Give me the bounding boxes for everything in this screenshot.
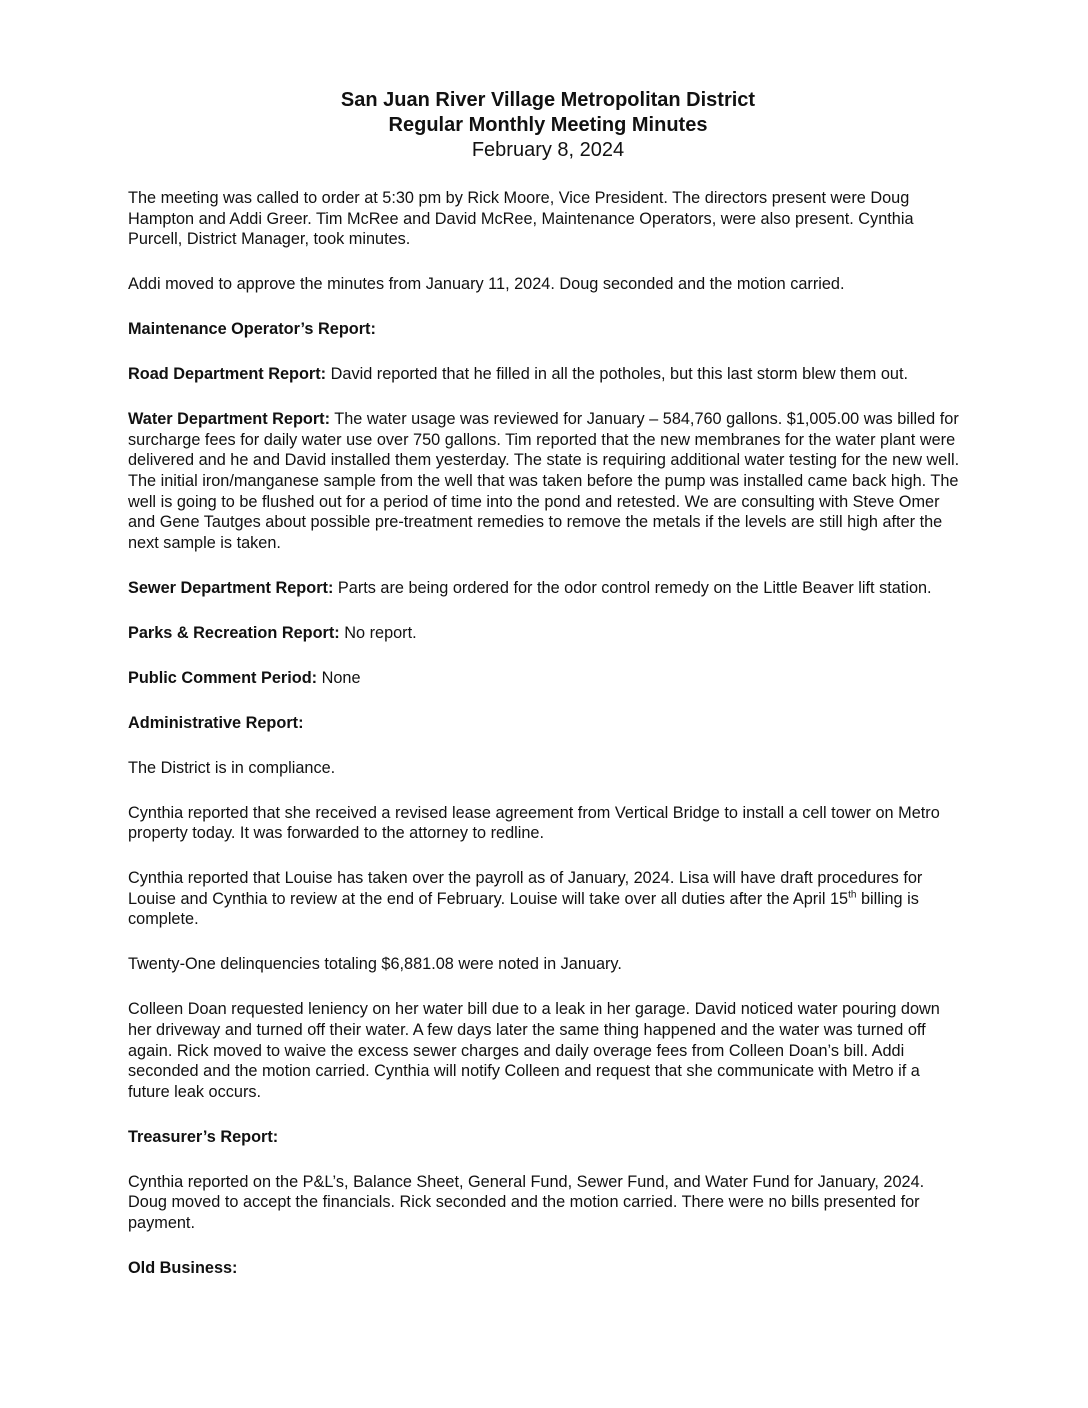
- road-report-paragraph: [128, 364, 964, 385]
- treasurer-report-heading: Treasurer’s Report:: [128, 1127, 279, 1146]
- call-to-order-paragraph: The meeting was called to order at 5:30 pm by Rick Moore, Vice President. The directors present were Doug Hampton and Addi Greer. Tim McRee and David McRee, Maintenance Operators, were also present. Cynthia Purcell, District Manager, took minutes.: [128, 189, 914, 249]
- parks-report-label: Parks & Recreation Report:: [128, 623, 340, 642]
- payroll-superscript: th: [848, 889, 857, 901]
- payroll-text: Cynthia reported that Louise has taken over the payroll as of January, 2024. Lisa will have draft procedures for Louise and Cynthia to review at the end of February. Louise will take over all duties after the April 15: [128, 869, 923, 908]
- treasurer-report-paragraph: Cynthia reported on the P&L’s, Balance Sheet, General Fund, Sewer Fund, and Water Fund for January, 2024. Doug moved to accept the financials. Rick seconded and the motion carried. There were no bills presented for payment.: [128, 1172, 925, 1232]
- road-report-text: David reported that he filled in all the potholes, but this last storm blew them out.: [326, 365, 909, 384]
- meeting-date: February 8, 2024: [471, 139, 625, 161]
- water-report-label: Water Department Report:: [128, 410, 331, 429]
- public-comment-paragraph: [128, 668, 964, 689]
- lease-paragraph: Cynthia reported that she received a revised lease agreement from Vertical Bridge to install a cell tower on Metro property today. It was forwarded to the attorney to redline.: [128, 803, 940, 843]
- public-comment-label: Public Comment Period:: [128, 668, 318, 687]
- document-header: [0, 88, 1088, 163]
- maintenance-report-heading: Maintenance Operator’s Report:: [128, 320, 376, 339]
- water-report-paragraph: [128, 409, 964, 553]
- compliance-paragraph: The District is in compliance.: [128, 758, 336, 777]
- payroll-text-end: billing is complete.: [128, 889, 919, 929]
- parks-report-text: No report.: [339, 623, 417, 642]
- district-title: San Juan River Village Metropolitan District: [340, 89, 756, 111]
- sewer-report-text: Parts are being ordered for the odor control remedy on the Little Beaver lift station.: [333, 578, 932, 597]
- delinquencies-paragraph: Twenty-One delinquencies totaling $6,881.08 were noted in January.: [128, 955, 622, 974]
- administrative-report-heading: Administrative Report:: [128, 713, 304, 732]
- road-report-label: Road Department Report:: [128, 365, 327, 384]
- payroll-paragraph: [128, 868, 964, 930]
- parks-report-paragraph: [128, 623, 964, 644]
- leniency-paragraph: Colleen Doan requested leniency on her water bill due to a leak in her garage. David noticed water pouring down her driveway and turned off their water. A few days later the same thing happened and the water was turned off again. Rick moved to waive the excess sewer charges and daily overage fees from Colleen Doan’s bill. Addi seconded and the motion carried. Cynthia will notify Colleen and request that she communicate with Metro if a future leak occurs.: [128, 1000, 940, 1101]
- sewer-report-paragraph: [128, 578, 964, 599]
- public-comment-text: None: [317, 668, 361, 687]
- old-business-heading: Old Business:: [128, 1258, 238, 1277]
- approve-minutes-paragraph: Addi moved to approve the minutes from January 11, 2024. Doug seconded and the motion carried.: [128, 275, 845, 294]
- minutes-title: Regular Monthly Meeting Minutes: [388, 114, 708, 136]
- water-report-text: The water usage was reviewed for January – 584,760 gallons. $1,005.00 was billed for surcharge fees for daily water use over 750 gallons. Tim reported that the new membranes for the water plant were delivered and he and David installed them yesterday. The state is requiring additional water testing for the new well. The initial iron/manganese sample from the well that was taken before the pump was installed came back high. The well is going to be flushed out for a period of time into the pond and retested. We are consulting with Steve Omer and Gene Tautges about possible pre-treatment remedies to remove the metals if the levels are still high after the next sample is taken.: [128, 410, 960, 552]
- minutes-body: [128, 188, 964, 1303]
- sewer-report-label: Sewer Department Report:: [128, 578, 334, 597]
